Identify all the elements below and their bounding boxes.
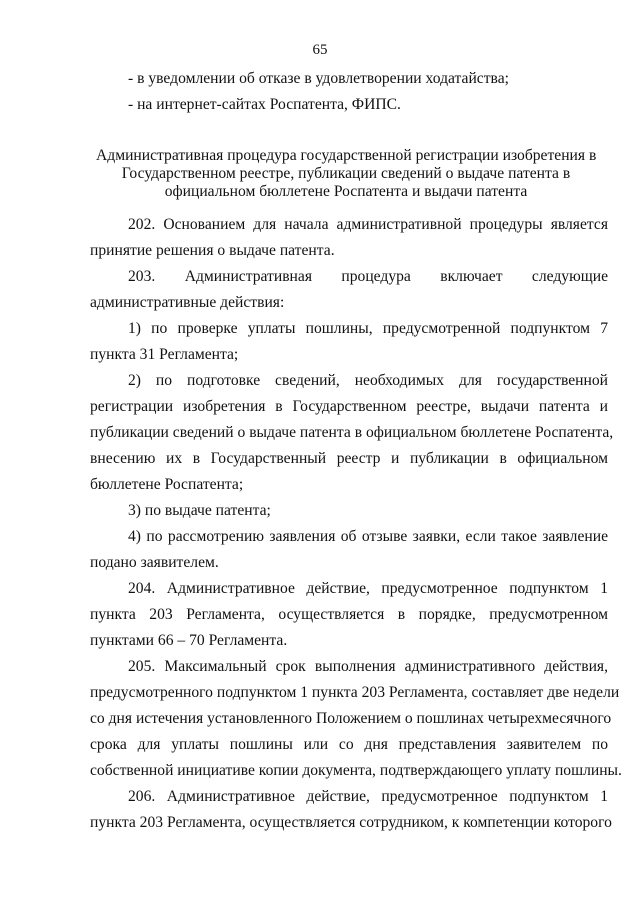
paragraph-line: 2) по подготовке сведений, необходимых для государственной [128,372,608,389]
paragraph-line: подано заявителем. [90,554,219,571]
paragraph-line: предусмотренного подпунктом 1 пункта 203 Регламента, составляет две недели [90,684,620,701]
paragraph-line: пункта 203 Регламента, осуществляется в порядке, предусмотренном [90,606,608,623]
paragraph-line: внесению их в Государственный реестр и публикации в официальном [90,450,608,467]
section-heading-line: официальном бюллетене Роспатента и выдачи патента [164,183,528,200]
section-heading-line: Административная процедура государственной регистрации изобретения в [96,147,597,164]
paragraph-line: 205. Максимальный срок выполнения административного действия, [128,658,608,675]
paragraph-line: 3) по выдаче патента; [128,502,271,519]
paragraph-line: собственной инициативе копии документа, подтверждающего уплату пошлины. [90,762,622,779]
section-heading-line: Государственном реестре, публикации сведений о выдаче патента в [121,165,571,182]
paragraph-line: 203. Административная процедура включает следующие [128,268,608,285]
list-item: - в уведомлении об отказе в удовлетворении ходатайства; [128,70,509,87]
paragraph-line: административные действия: [90,294,285,311]
paragraph-line: 1) по проверке уплаты пошлины, предусмотренной подпунктом 7 [128,320,608,337]
paragraph-line: публикации сведений о выдаче патента в официальном бюллетене Роспатента, [90,424,614,441]
paragraph-line: принятие решения о выдаче патента. [90,242,335,259]
paragraph-line: 206. Административное действие, предусмотренное подпунктом 1 [128,788,608,805]
paragraph-line: пунктами 66 – 70 Регламента. [90,632,288,649]
page-number: 65 [312,42,328,58]
paragraph-line: пункта 203 Регламента, осуществляется сотрудником, к компетенции которого [90,814,612,831]
paragraph-line: 202. Основанием для начала административной процедуры является [128,216,608,233]
paragraph-line: со дня истечения установленного Положением о пошлинах четырехмесячного [90,710,612,727]
paragraph-line: 204. Административное действие, предусмотренное подпунктом 1 [128,580,608,597]
paragraph-line: бюллетене Роспатента; [90,476,244,493]
list-item: - на интернет-сайтах Роспатента, ФИПС. [128,96,401,113]
paragraph-line: регистрации изобретения в Государственном реестре, выдачи патента и [90,398,608,415]
paragraph-line: срока для уплаты пошлины или со дня представления заявителем по [90,736,608,753]
paragraph-line: пункта 31 Регламента; [90,346,239,363]
paragraph-line: 4) по рассмотрению заявления об отзыве заявки, если такое заявление [128,528,608,545]
